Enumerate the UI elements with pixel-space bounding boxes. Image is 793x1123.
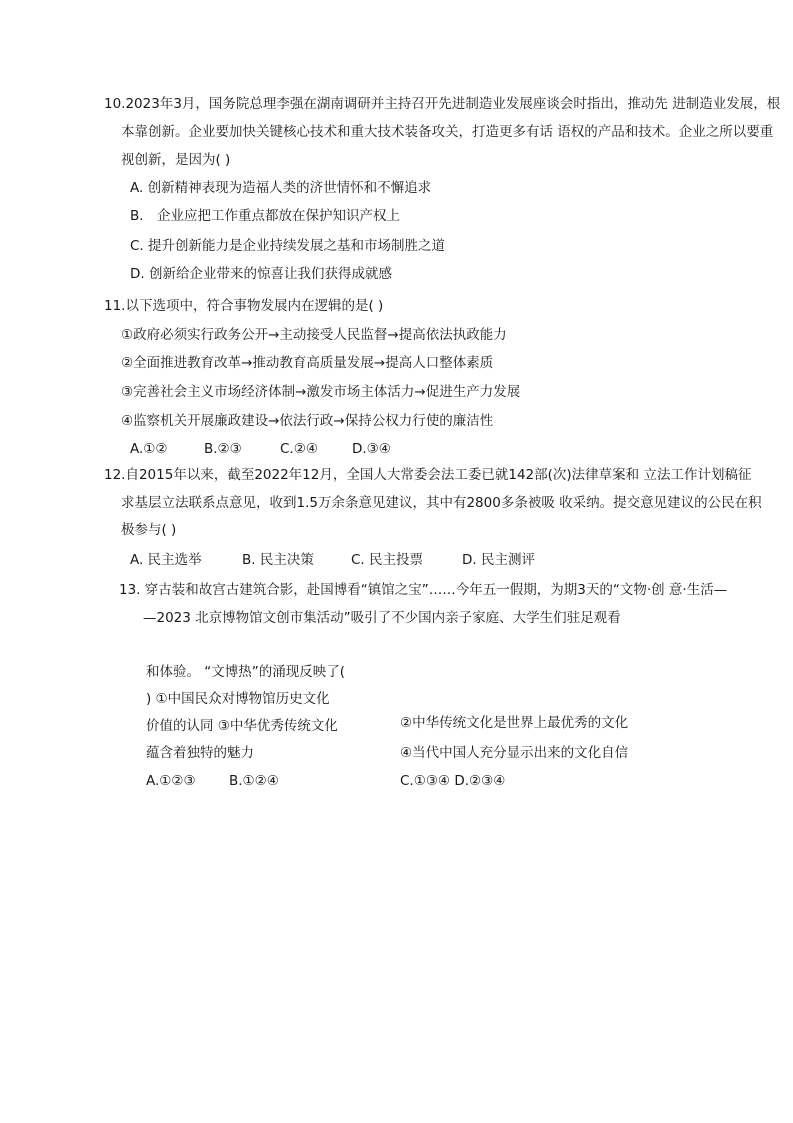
q11-item-3: ③完善社会主义市场经济体制→激发市场主体活力→促进生产力发展 [121, 384, 521, 400]
q12-choice-c: C. 民主投票 [351, 552, 424, 568]
q10-stem-line1: 10.2023年3月，国务院总理李强在湖南调研并主持召开先进制造业发展座谈会时指出，推动先 进制造业发展，根 [104, 96, 781, 112]
q13-item-1-part1: ) ①中国民众对博物馆历史文化 [146, 691, 330, 707]
q11-choice-a: A.①② [130, 441, 168, 457]
q10-option-a: A. 创新精神表现为造福人类的济世情怀和不懈追求 [130, 180, 432, 196]
q13-stem-line1: 13. 穿古装和故宫古建筑合影，赴国博看“镇馆之宝”……今年五一假期，为期3天的“文物·创 意·生活— [119, 582, 728, 598]
q10-option-c: C. 提升创新能力是企业持续发展之基和市场制胜之道 [130, 238, 446, 254]
q13-item-4: ④当代中国人充分显示出来的文化自信 [400, 745, 629, 761]
q11-choices [0, 439, 793, 459]
q13-stem-line2: —2023 北京博物馆文创市集活动”吸引了不少国内亲子家庭、大学生们驻足观看 [143, 610, 621, 626]
q13-item-1-part2: 价值的认同 ③中华优秀传统文化 [146, 718, 338, 734]
q11-choice-d: D.③④ [352, 441, 391, 457]
q10-option-d: D. 创新给企业带来的惊喜让我们获得成就感 [130, 266, 392, 282]
q13-choice-b: B.①②④ [229, 773, 279, 789]
q10-stem-line2: 本靠创新。企业要加快关键核心技术和重大技术装备攻关，打造更多有话 语权的产品和技术。企业之所以要重 [121, 124, 774, 140]
q13-item-2: ②中华传统文化是世界上最优秀的文化 [400, 715, 629, 731]
q11-choice-b: B.②③ [204, 441, 242, 457]
q12-stem-line1: 12.自2015年以来，截至2022年12月，全国人大常委会法工委已就142部(次)法律草案和 立法工作计划稿征 [104, 467, 752, 483]
q11-stem: 11.以下选项中，符合事物发展内在逻辑的是( ) [104, 298, 384, 314]
q12-choices [0, 550, 793, 570]
q11-item-2: ②全面推进教育改革→推动教育高质量发展→提高人口整体素质 [121, 355, 494, 371]
q12-choice-a: A. 民主选举 [130, 552, 202, 568]
q13-item-3-part2: 蕴含着独特的魅力 [146, 745, 254, 761]
q13-choice-a: A.①②③ [146, 773, 196, 789]
q13-stem-line3: 和体验。 “文博热”的涌现反映了( [146, 664, 346, 680]
q13-choice-c-d: C.①③④ D.②③④ [400, 773, 506, 789]
q11-choice-c: C.②④ [280, 441, 318, 457]
q10-option-b: B． 企业应把工作重点都放在保护知识产权上 [130, 208, 401, 224]
q12-stem-line2: 求基层立法联系点意见，收到1.5万余条意见建议，其中有2800多条被吸 收采纳。提交意见建议的公民在积 [121, 495, 762, 511]
q12-stem-line3: 极参与( ) [121, 522, 177, 538]
q11-item-1: ①政府必须实行政务公开→主动接受人民监督→提高依法执政能力 [121, 327, 507, 343]
q12-choice-d: D. 民主测评 [462, 552, 535, 568]
q12-choice-b: B. 民主决策 [242, 552, 314, 568]
q11-item-4: ④监察机关开展廉政建设→依法行政→保持公权力行使的廉洁性 [121, 413, 494, 429]
q10-stem-line3: 视创新，是因为( ) [121, 152, 231, 168]
